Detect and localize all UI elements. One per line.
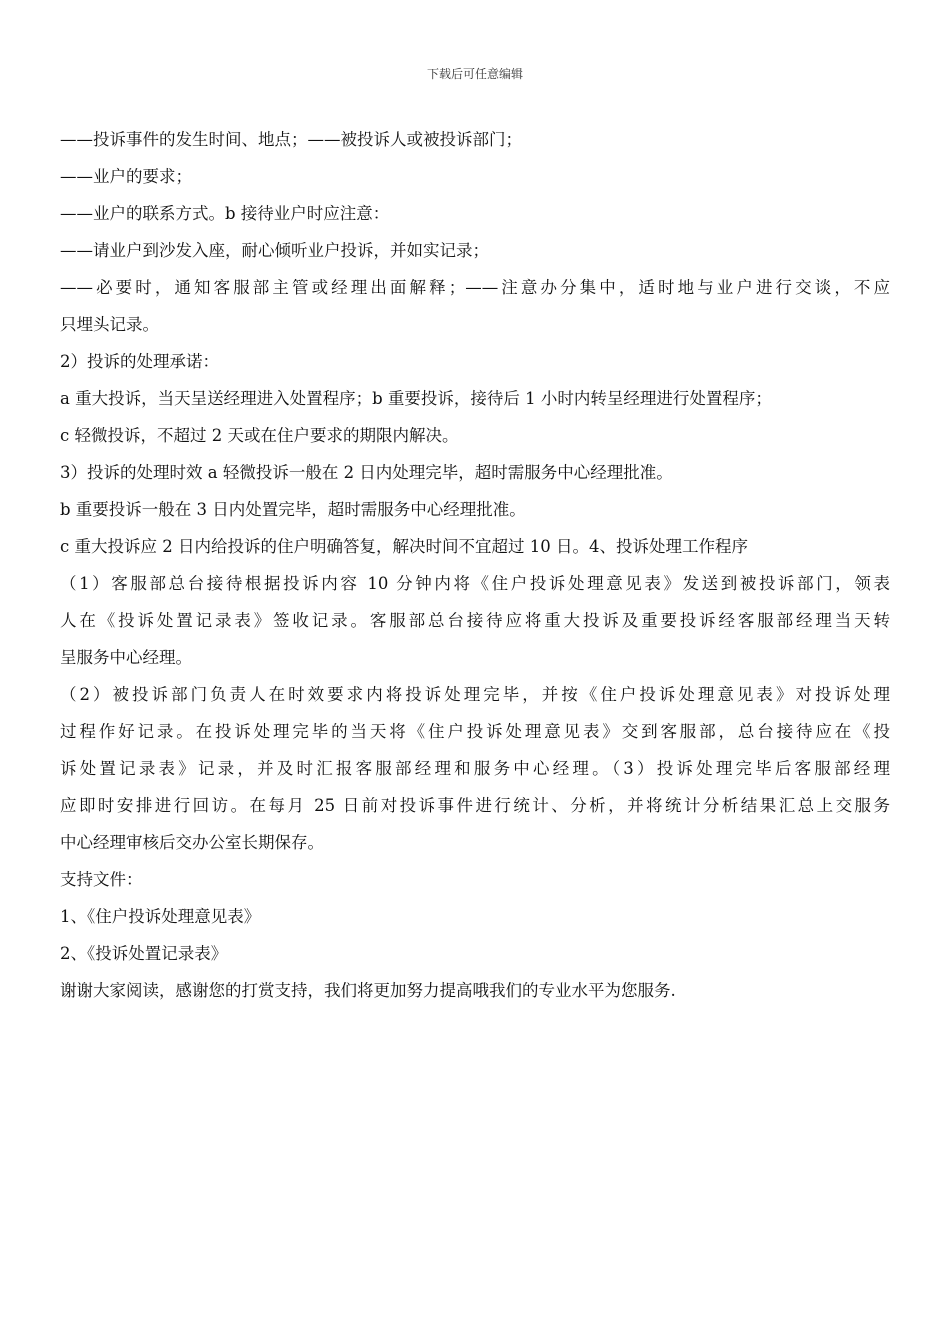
text-line: ——业户的要求； [60,167,192,186]
text-line: 过程作好记录。在投诉处理完毕的当天将《住户投诉处理意见表》交到客服部，总台接待应在《投 [60,722,890,741]
text-line: b 重要投诉一般在 3 日内处置完毕，超时需服务中心经理批准。 [60,500,526,519]
text-line: （2）被投诉部门负责人在时效要求内将投诉处理完毕，并按《住户投诉处理意见表》对投诉处理 [60,685,890,704]
text-line: 2、《投诉处置记录表》 [60,944,228,963]
text-line: 呈服务中心经理。 [60,648,192,667]
text-line: ——投诉事件的发生时间、地点；——被投诉人或被投诉部门； [60,130,522,149]
text-line: 2）投诉的处理承诺： [60,352,219,371]
text-line: 诉处置记录表》记录，并及时汇报客服部经理和服务中心经理。（3）投诉处理完毕后客服部经理 [60,759,890,778]
text-line: 应即时安排进行回访。在每月 25 日前对投诉事件进行统计、分析，并将统计分析结果汇总上交服务 [60,796,890,815]
text-line: 支持文件： [60,870,143,889]
document-body [60,121,890,1009]
text-line: ——业户的联系方式。b 接待业户时应注意： [60,204,390,223]
text-line: a 重大投诉，当天呈送经理进入处置程序；b 重要投诉，接待后 1 小时内转呈经理进行处置程序； [60,389,772,408]
text-line: 1、《住户投诉处理意见表》 [60,907,261,926]
text-line: 3）投诉的处理时效 a 轻微投诉一般在 2 日内处理完毕，超时需服务中心经理批准。 [60,463,673,482]
text-line: c 轻微投诉，不超过 2 天或在住户要求的期限内解决。 [60,426,459,445]
text-line: ——必要时，通知客服部主管或经理出面解释；——注意办分集中，适时地与业户进行交谈，不应 [60,278,890,297]
text-line: 人在《投诉处置记录表》签收记录。客服部总台接待应将重大投诉及重要投诉经客服部经理当天转 [60,611,890,630]
text-line: （1）客服部总台接待根据投诉内容 10 分钟内将《住户投诉处理意见表》发送到被投诉部门，领表 [60,574,890,593]
text-line: ——请业户到沙发入座，耐心倾听业户投诉，并如实记录； [60,241,489,260]
text-line: c 重大投诉应 2 日内给投诉的住户明确答复，解决时间不宜超过 10 日。4、投诉处理工作程序 [60,537,748,556]
text-line: 谢谢大家阅读，感谢您的打赏支持，我们将更加努力提高哦我们的专业水平为您服务. [60,981,676,1000]
page-header: 下载后可任意编辑 [426,67,523,81]
text-line: 只埋头记录。 [60,315,159,334]
text-line: 中心经理审核后交办公室长期保存。 [60,833,324,852]
